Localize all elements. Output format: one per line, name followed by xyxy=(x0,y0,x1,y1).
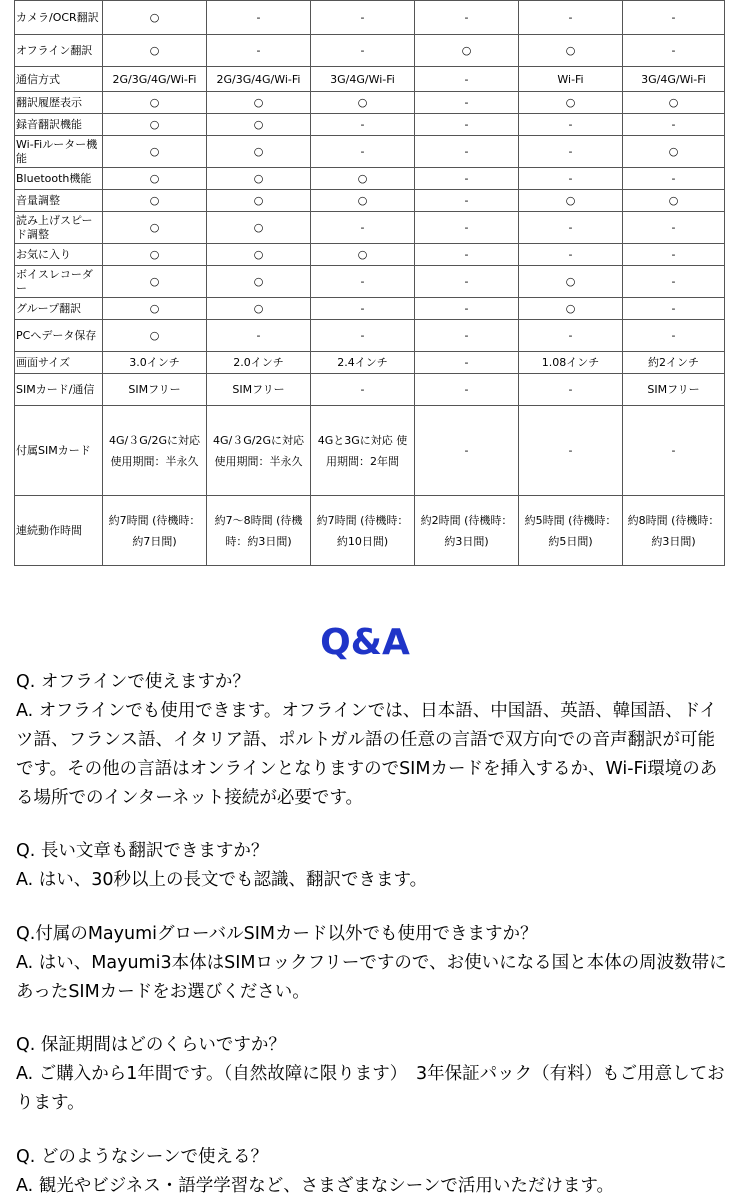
spec-cell: ○ xyxy=(103,136,207,168)
spec-row-label: ボイスレコーダー xyxy=(15,266,103,298)
spec-row xyxy=(15,266,725,298)
spec-cell: - xyxy=(311,320,415,352)
spec-cell: - xyxy=(415,190,519,212)
spec-cell: - xyxy=(311,374,415,406)
spec-row xyxy=(15,320,725,352)
spec-cell: - xyxy=(311,298,415,320)
spec-row xyxy=(15,244,725,266)
spec-cell: ○ xyxy=(103,244,207,266)
spec-cell: - xyxy=(311,266,415,298)
spec-cell: 2G/3G/4G/Wi-Fi xyxy=(103,67,207,92)
spec-cell: ○ xyxy=(519,35,623,67)
spec-cell: - xyxy=(415,406,519,496)
spec-row-label: Bluetooth機能 xyxy=(15,168,103,190)
spec-cell: 約2時間 (待機時：約3日間) xyxy=(415,496,519,566)
spec-cell: ○ xyxy=(207,114,311,136)
spec-cell: - xyxy=(207,35,311,67)
spec-cell: - xyxy=(415,67,519,92)
spec-cell: 3.0インチ xyxy=(103,352,207,374)
spec-cell: 2.0インチ xyxy=(207,352,311,374)
qa-answer: A. はい、30秒以上の長文でも認識、翻訳できます。 xyxy=(16,870,428,890)
spec-cell: 約7時間 (待機時：約10日間) xyxy=(311,496,415,566)
qa-title: Q&A xyxy=(320,622,410,663)
spec-cell: - xyxy=(623,168,725,190)
spec-cell: SIMフリー xyxy=(207,374,311,406)
spec-cell: 4Gと3Gに対応 使用期間：2年間 xyxy=(311,406,415,496)
spec-cell: ○ xyxy=(311,168,415,190)
spec-cell: ○ xyxy=(415,35,519,67)
spec-row xyxy=(15,67,725,92)
spec-cell: - xyxy=(623,320,725,352)
spec-row-label: 画面サイズ xyxy=(15,352,103,374)
spec-cell: - xyxy=(519,244,623,266)
spec-row-label: Wi-Fiルーター機能 xyxy=(15,136,103,168)
spec-cell: 2.4インチ xyxy=(311,352,415,374)
spec-cell: 1.08インチ xyxy=(519,352,623,374)
spec-cell: - xyxy=(623,212,725,244)
spec-cell: - xyxy=(623,244,725,266)
spec-row-label: 翻訳履歴表示 xyxy=(15,92,103,114)
spec-row xyxy=(15,212,725,244)
spec-cell: ○ xyxy=(311,92,415,114)
qa-answer: A. ご購入から1年間です。（自然故障に限ります） 3年保証パック（有料）もご用意しております。 xyxy=(16,1064,725,1113)
spec-cell: ○ xyxy=(207,244,311,266)
spec-cell: 約2インチ xyxy=(623,352,725,374)
spec-table-body xyxy=(15,1,725,566)
spec-cell: 3G/4G/Wi-Fi xyxy=(311,67,415,92)
spec-row xyxy=(15,352,725,374)
spec-row-label: PCへデータ保存 xyxy=(15,320,103,352)
spec-row xyxy=(15,136,725,168)
qa-question: Q. どのようなシーンで使える？ xyxy=(16,1147,269,1167)
qa-question: Q. オフラインで使えますか？ xyxy=(16,672,250,692)
spec-cell: 3G/4G/Wi-Fi xyxy=(623,67,725,92)
spec-cell: - xyxy=(207,320,311,352)
spec-cell: ○ xyxy=(623,190,725,212)
spec-cell: 約7時間 (待機時：約7日間) xyxy=(103,496,207,566)
spec-cell: ○ xyxy=(311,190,415,212)
spec-row-label: 付属SIMカード xyxy=(15,406,103,496)
spec-cell: ○ xyxy=(103,1,207,35)
spec-cell: ○ xyxy=(207,212,311,244)
spec-cell: - xyxy=(415,244,519,266)
spec-row-label: カメラ/OCR翻訳 xyxy=(15,1,103,35)
spec-cell: ○ xyxy=(519,298,623,320)
spec-cell: ○ xyxy=(103,298,207,320)
spec-cell: - xyxy=(415,92,519,114)
spec-row xyxy=(15,35,725,67)
spec-row xyxy=(15,190,725,212)
spec-cell: - xyxy=(519,1,623,35)
spec-cell: - xyxy=(415,212,519,244)
spec-row-label: お気に入り xyxy=(15,244,103,266)
spec-cell: ○ xyxy=(207,298,311,320)
spec-cell: - xyxy=(519,406,623,496)
spec-row xyxy=(15,298,725,320)
spec-cell: - xyxy=(623,114,725,136)
spec-cell: ○ xyxy=(207,136,311,168)
spec-cell: 4G/３G/2Gに対応 使用期間：半永久 xyxy=(103,406,207,496)
spec-cell: - xyxy=(415,114,519,136)
spec-cell: ○ xyxy=(207,168,311,190)
qa-answer: A. はい、Mayumi3本体はSIMロックフリーですので、お使いになる国と本体の周波数帯にあったSIMカードをお選びください。 xyxy=(16,953,727,1002)
spec-cell: ○ xyxy=(207,190,311,212)
spec-cell: ○ xyxy=(311,244,415,266)
spec-cell: ○ xyxy=(519,92,623,114)
spec-cell: - xyxy=(415,374,519,406)
spec-cell: - xyxy=(519,212,623,244)
spec-cell: - xyxy=(519,136,623,168)
spec-cell: - xyxy=(415,1,519,35)
spec-cell: ○ xyxy=(623,136,725,168)
spec-cell: - xyxy=(519,168,623,190)
spec-cell: - xyxy=(207,1,311,35)
spec-cell: ○ xyxy=(103,320,207,352)
spec-comparison-table xyxy=(14,0,725,566)
spec-row-label: グループ翻訳 xyxy=(15,298,103,320)
spec-cell: - xyxy=(623,35,725,67)
spec-cell: 約8時間 (待機時：約3日間) xyxy=(623,496,725,566)
spec-cell: 約5時間 (待機時：約5日間) xyxy=(519,496,623,566)
spec-row-label: 読み上げスピード調整 xyxy=(15,212,103,244)
spec-row-label: 通信方式 xyxy=(15,67,103,92)
spec-cell: ○ xyxy=(103,212,207,244)
spec-cell: - xyxy=(623,298,725,320)
spec-cell: ○ xyxy=(103,92,207,114)
qa-question: Q.付属のMayumiグローバルSIMカード以外でも使用できますか？ xyxy=(16,924,538,944)
qa-item xyxy=(16,837,728,895)
spec-cell: - xyxy=(415,320,519,352)
spec-cell: ○ xyxy=(103,190,207,212)
spec-row xyxy=(15,114,725,136)
qa-question: Q. 保証期間はどのくらいですか？ xyxy=(16,1035,286,1055)
spec-cell: 約7～8時間 (待機時：約3日間) xyxy=(207,496,311,566)
spec-cell: - xyxy=(415,266,519,298)
spec-cell: ○ xyxy=(103,114,207,136)
spec-row-label: SIMカード/通信 xyxy=(15,374,103,406)
spec-cell: - xyxy=(415,136,519,168)
qa-item xyxy=(16,920,728,1007)
qa-item xyxy=(16,1031,728,1118)
spec-cell: - xyxy=(311,212,415,244)
spec-cell: - xyxy=(623,266,725,298)
spec-cell: ○ xyxy=(519,266,623,298)
spec-row xyxy=(15,92,725,114)
spec-cell: - xyxy=(519,320,623,352)
spec-cell: ○ xyxy=(103,266,207,298)
spec-cell: - xyxy=(415,352,519,374)
spec-row xyxy=(15,496,725,566)
spec-cell: - xyxy=(311,136,415,168)
spec-cell: - xyxy=(311,114,415,136)
spec-cell: ○ xyxy=(207,266,311,298)
spec-cell: - xyxy=(415,298,519,320)
qa-item xyxy=(16,668,728,813)
spec-cell: ○ xyxy=(519,190,623,212)
spec-row-label: 音量調整 xyxy=(15,190,103,212)
spec-cell: ○ xyxy=(103,35,207,67)
qa-item xyxy=(16,1143,728,1201)
spec-cell: Wi-Fi xyxy=(519,67,623,92)
spec-cell: - xyxy=(623,1,725,35)
qa-answer: A. 観光やビジネス・語学学習など、さまざまなシーンで活用いただけます。 xyxy=(16,1176,615,1196)
spec-row xyxy=(15,374,725,406)
spec-cell: SIMフリー xyxy=(623,374,725,406)
spec-row xyxy=(15,168,725,190)
spec-row-label: 連続動作時間 xyxy=(15,496,103,566)
spec-row-label: 録音翻訳機能 xyxy=(15,114,103,136)
spec-row-label: オフライン翻訳 xyxy=(15,35,103,67)
spec-cell: - xyxy=(519,374,623,406)
spec-row xyxy=(15,1,725,35)
spec-row xyxy=(15,406,725,496)
spec-cell: - xyxy=(415,168,519,190)
spec-cell: - xyxy=(519,114,623,136)
spec-cell: SIMフリー xyxy=(103,374,207,406)
spec-cell: ○ xyxy=(103,168,207,190)
spec-cell: - xyxy=(623,406,725,496)
spec-cell: 4G/３G/2Gに対応 使用期間：半永久 xyxy=(207,406,311,496)
spec-cell: - xyxy=(311,1,415,35)
spec-cell: 2G/3G/4G/Wi-Fi xyxy=(207,67,311,92)
spec-cell: - xyxy=(311,35,415,67)
spec-cell: ○ xyxy=(207,92,311,114)
spec-cell: ○ xyxy=(623,92,725,114)
qa-question: Q. 長い文章も翻訳できますか？ xyxy=(16,841,269,861)
qa-answer: A. オフラインでも使用できます。オフラインでは、日本語、中国語、英語、韓国語、ドイツ語、フランス語、イタリア語、ポルトガル語の任意の言語で双方向での音声翻訳が可能です。その他の言語はオンラインとなりますのでSIMカードを挿入するか、Wi-Fi環境のある場所でのインターネット接続が必要です。 xyxy=(16,701,718,808)
